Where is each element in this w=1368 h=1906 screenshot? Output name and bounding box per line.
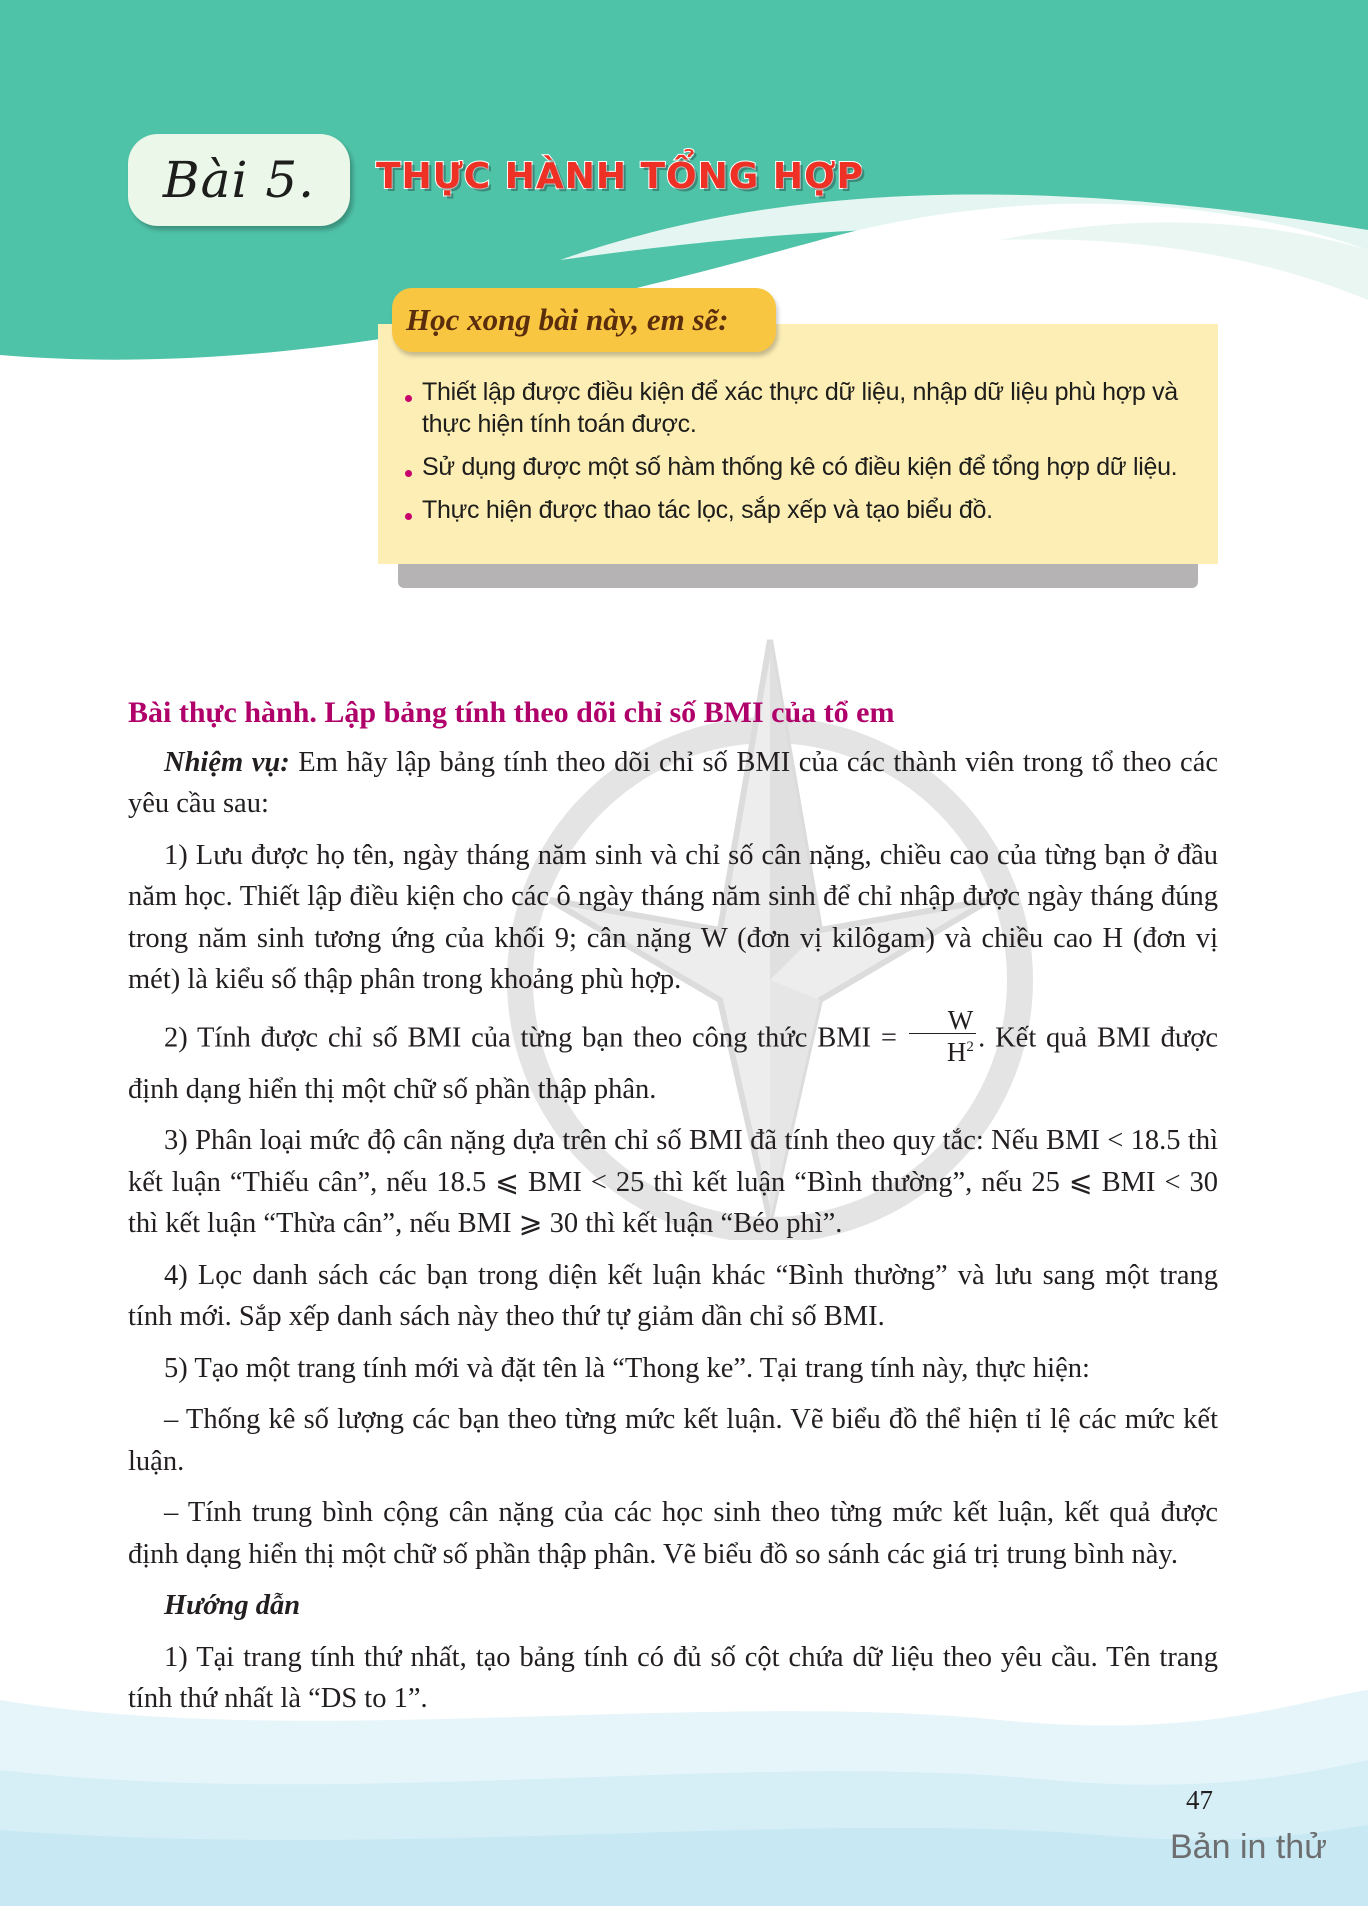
formula-numerator: W xyxy=(909,1007,976,1034)
bullet-dot-icon xyxy=(405,513,412,520)
requirement-3: 3) Phân loại mức độ cân nặng dựa trên chỉ số BMI đã tính theo quy tắc: Nếu BMI < 18.5 thì kết luận “Thiếu cân”, nếu 18.5 ⩽ BMI < 25 thì kết luận “Bình thường”, nếu 25 ⩽ BMI < 30 thì kết luận “Thừa cân”, nếu BMI ⩾ 30 thì kết luận “Béo phì”. xyxy=(128,1125,1218,1239)
task-paragraph xyxy=(128,742,1218,825)
requirement-5a: – Thống kê số lượng các bạn theo từng mức kết luận. Vẽ biểu đồ thể hiện tỉ lệ các mức kết luận. xyxy=(128,1404,1218,1477)
objectives-heading-tab xyxy=(392,288,776,352)
requirement-1: 1) Lưu được họ tên, ngày tháng năm sinh và chỉ số cân nặng, chiều cao của từng bạn ở đầu năm học. Thiết lập điều kiện cho các ô ngày tháng năm sinh để chỉ nhập được ngày tháng đúng trong năm sinh tương ứng của khối 9; cân nặng W (đơn vị kilôgam) và chiều cao H (đơn vị mét) là kiểu số thập phân trong khoảng phù hợp. xyxy=(128,839,1218,995)
lesson-title: THỰC HÀNH TỔNG HỢP xyxy=(376,156,864,197)
requirement-2: 2) Tính được chỉ số BMI của từng bạn theo công thức BMI = $\frac{W}{H^2}$ . Kết quả BMI được định dạng hiển thị một chữ số phần thập phân. xyxy=(128,1004,1218,1105)
page-number: 47 xyxy=(1186,1785,1213,1815)
objectives-heading: Học xong bài này, em sẽ: xyxy=(406,302,729,337)
bmi-formula-fraction xyxy=(909,1004,976,1067)
task-text: Em hãy lập bảng tính theo dõi chỉ số BMI của các thành viên trong tổ theo các yêu cầu sau: xyxy=(128,746,1218,819)
guide-step-1: 1) Tại trang tính thứ nhất, tạo bảng tính có đủ số cột chứa dữ liệu theo yêu cầu. Tên trang tính thứ nhất là “DS to 1”. xyxy=(128,1641,1218,1714)
lesson-content xyxy=(128,692,1218,1730)
lesson-number-badge xyxy=(128,134,350,226)
requirement-4: 4) Lọc danh sách các bạn trong diện kết luận khác “Bình thường” và lưu sang một trang tính mới. Sắp xếp danh sách này theo thứ tự giảm dần chỉ số BMI. xyxy=(128,1259,1218,1332)
bullet-dot-icon xyxy=(405,395,412,402)
lesson-number: Bài 5. xyxy=(162,151,316,209)
task-label: Nhiệm vụ: xyxy=(164,746,290,778)
section-title: Bài thực hành. Lập bảng tính theo dõi chỉ số BMI của tổ em xyxy=(128,696,895,729)
requirement-5b: – Tính trung bình cộng cân nặng của các học sinh theo từng mức kết luận, kết quả được định dạng hiển thị một chữ số phần thập phân. Vẽ biểu đồ so sánh các giá trị trung bình này. xyxy=(128,1497,1218,1570)
objectives-list xyxy=(400,376,1200,537)
draft-label: Bản in thử xyxy=(1170,1828,1327,1866)
formula-denominator: $H^2$ xyxy=(946,1036,974,1067)
guide-heading: Hướng dẫn xyxy=(164,1590,301,1621)
objective-item: Thực hiện được thao tác lọc, sắp xếp và tạo biểu đồ. xyxy=(400,494,1200,526)
objective-item: Thiết lập được điều kiện để xác thực dữ liệu, nhập dữ liệu phù hợp và thực hiện tính toán được. xyxy=(400,376,1200,440)
requirement-5: 5) Tạo một trang tính mới và đặt tên là “Thong ke”. Tại trang tính này, thực hiện: xyxy=(164,1352,1090,1384)
objective-item: Sử dụng được một số hàm thống kê có điều kiện để tổng hợp dữ liệu. xyxy=(400,451,1200,483)
bullet-dot-icon xyxy=(405,470,412,477)
